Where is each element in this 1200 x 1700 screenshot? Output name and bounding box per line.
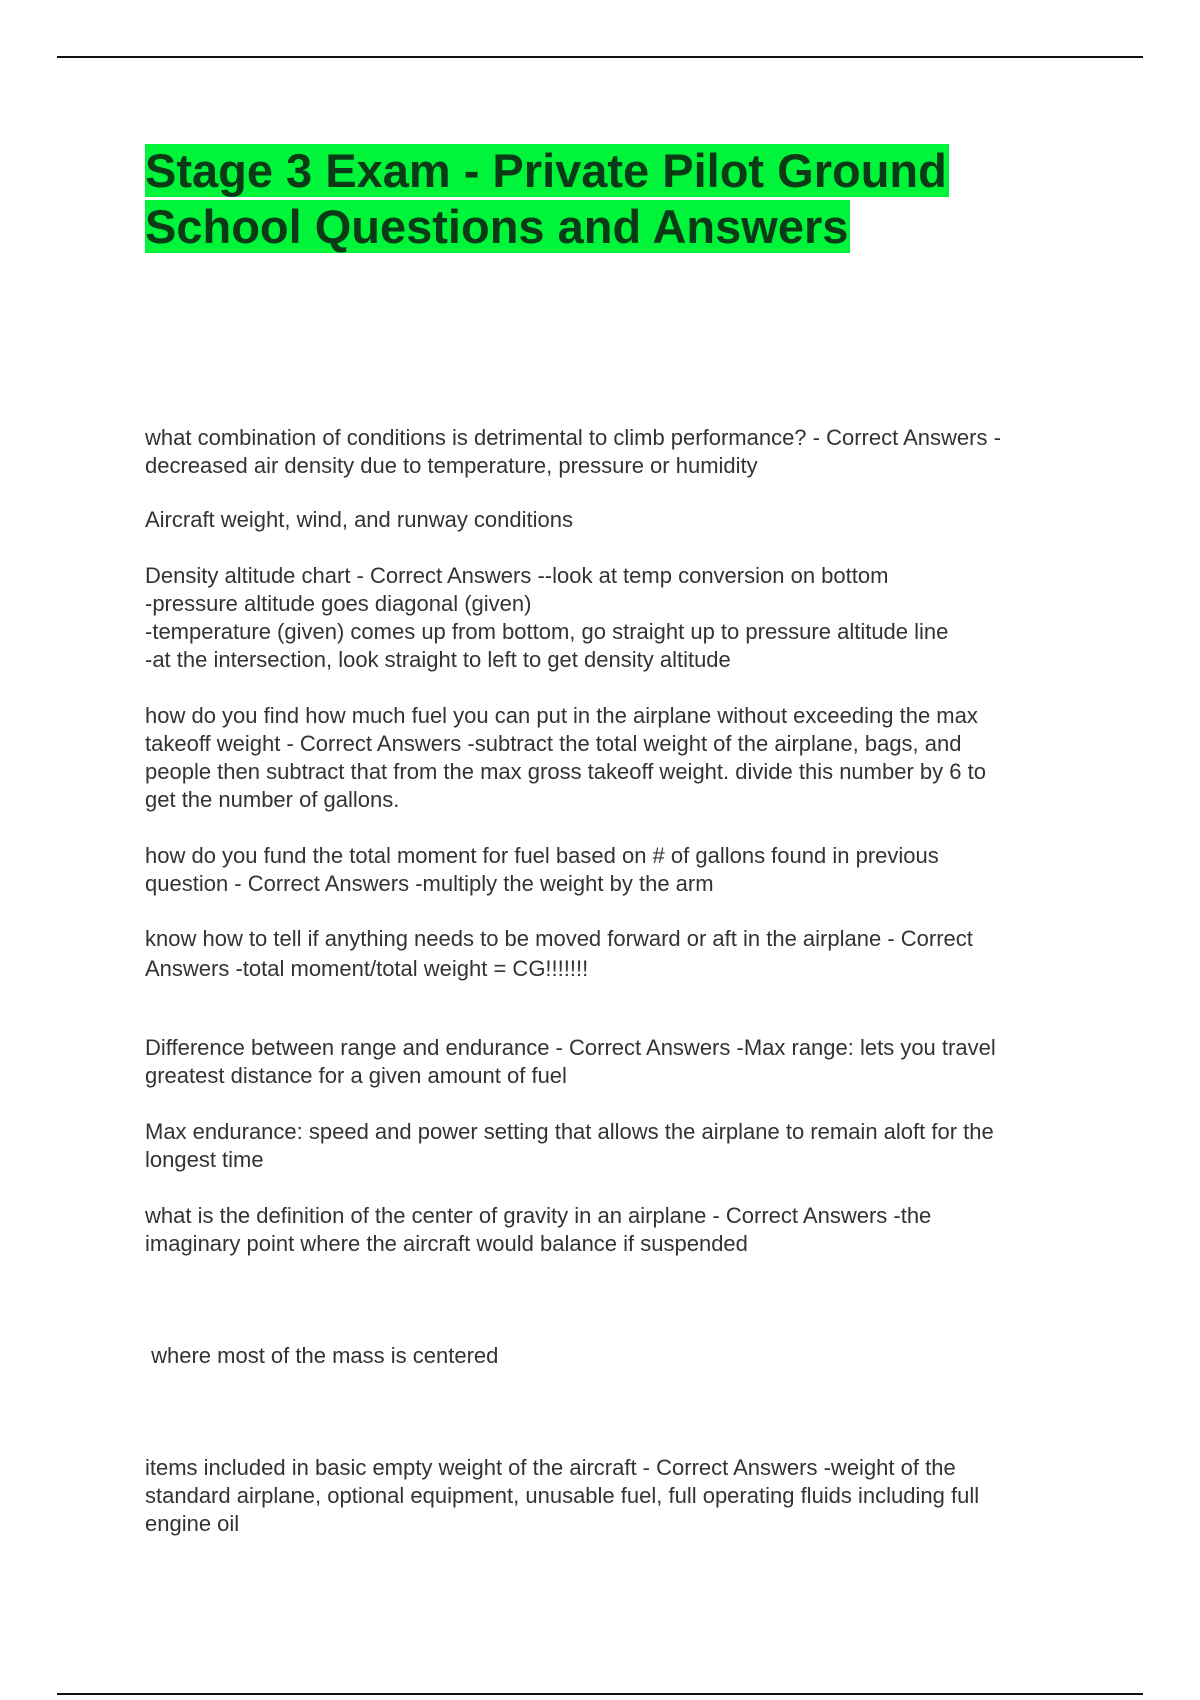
qa-line: how do you find how much fuel you can put in the airplane without exceeding the max (145, 703, 978, 728)
qa-line: get the number of gallons. (145, 787, 400, 812)
qa-line: Aircraft weight, wind, and runway conditions (145, 507, 573, 532)
qa-line: takeoff weight - Correct Answers -subtract the total weight of the airplane, bags, and (145, 731, 962, 756)
qa-paragraph (145, 1034, 1095, 1090)
qa-line: Density altitude chart - Correct Answers --look at temp conversion on bottom (145, 563, 889, 588)
qa-paragraph (145, 842, 1095, 898)
qa-line: know how to tell if anything needs to be moved forward or aft in the airplane - Correct (145, 926, 973, 951)
qa-line: standard airplane, optional equipment, unusable fuel, full operating fluids including full (145, 1483, 980, 1508)
qa-line: -temperature (given) comes up from bottom, go straight up to pressure altitude line (145, 619, 949, 644)
title-line-1: Stage 3 Exam - Private Pilot Ground (145, 144, 947, 197)
qa-line: greatest distance for a given amount of fuel (145, 1063, 567, 1088)
qa-paragraph (145, 506, 1095, 534)
qa-paragraph (145, 1118, 1095, 1174)
qa-line: Difference between range and endurance - Correct Answers -Max range: lets you travel (145, 1035, 996, 1060)
qa-line: what is the definition of the center of gravity in an airplane - Correct Answers -the (145, 1203, 932, 1228)
qa-paragraph (145, 1202, 1095, 1258)
qa-line: question - Correct Answers -multiply the weight by the arm (145, 871, 714, 896)
qa-line: engine oil (145, 1511, 240, 1536)
bottom-rule (57, 1693, 1143, 1695)
qa-line: imaginary point where the aircraft would balance if suspended (145, 1231, 748, 1256)
qa-line: Answers -total moment/total weight = CG!!!!!!! (145, 956, 589, 981)
qa-line: items included in basic empty weight of the aircraft - Correct Answers -weight of the (145, 1455, 956, 1480)
qa-content (145, 424, 1095, 1538)
qa-line: decreased air density due to temperature, pressure or humidity (145, 453, 758, 478)
qa-paragraph (145, 702, 1095, 814)
qa-line: what combination of conditions is detrimental to climb performance? - Correct Answers - (145, 425, 1001, 450)
qa-paragraph (145, 924, 1095, 984)
qa-line: people then subtract that from the max gross takeoff weight. divide this number by 6 to (145, 759, 986, 784)
qa-paragraph (145, 424, 1095, 480)
qa-line: how do you fund the total moment for fuel based on # of gallons found in previous (145, 843, 939, 868)
page-title (145, 143, 949, 255)
qa-line: Max endurance: speed and power setting that allows the airplane to remain aloft for the (145, 1119, 994, 1144)
top-rule (57, 56, 1143, 58)
qa-line: -at the intersection, look straight to left to get density altitude (145, 647, 731, 672)
qa-line: longest time (145, 1147, 264, 1172)
title-line-2: School Questions and Answers (145, 200, 849, 253)
qa-line: -pressure altitude goes diagonal (given) (145, 591, 532, 616)
qa-line: where most of the mass is centered (145, 1343, 499, 1368)
qa-paragraph (145, 562, 1095, 674)
qa-paragraph (145, 1286, 1095, 1426)
qa-paragraph (145, 1454, 1095, 1538)
